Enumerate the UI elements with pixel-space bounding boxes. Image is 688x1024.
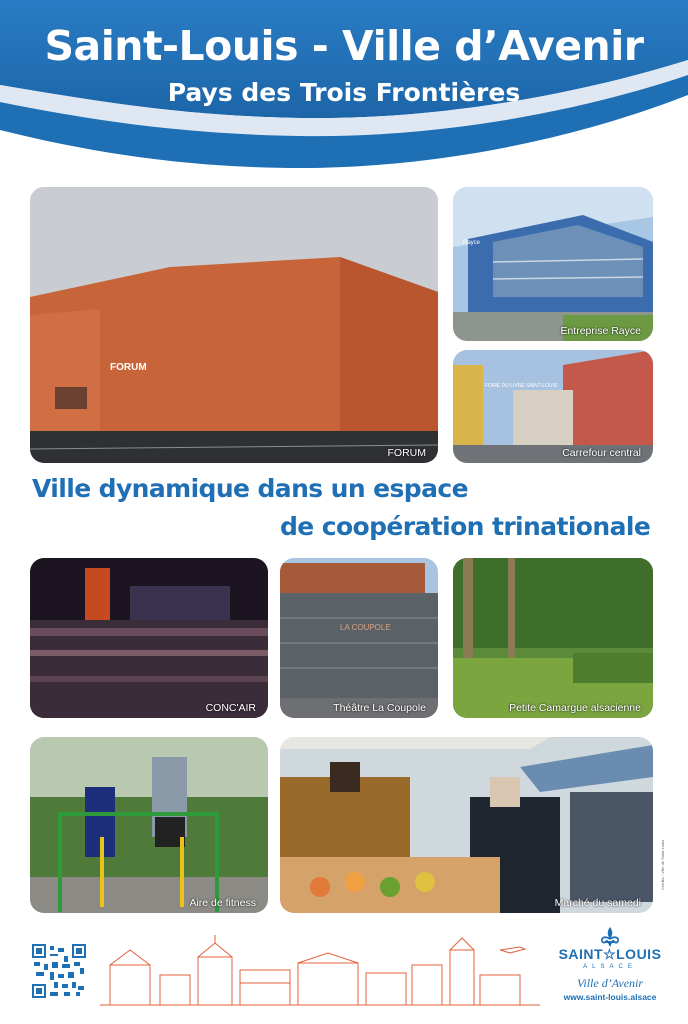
photo-concair <box>30 558 268 718</box>
logo-region: ALSACE <box>583 964 637 970</box>
photo-caption: FORUM <box>387 447 426 459</box>
photo-coupole <box>280 558 438 718</box>
photo-caption: CONC'AIR <box>205 702 256 714</box>
website-link[interactable]: www.saint-louis.alsace <box>563 992 657 1002</box>
photo-rayce <box>453 187 653 341</box>
photo-caption: Entreprise Rayce <box>560 325 641 337</box>
photo-camargue <box>453 558 653 718</box>
fitness-area-image <box>30 737 268 913</box>
photo-credit: Crédits : Ville de Saint-Louis <box>660 839 665 890</box>
logo-wordmark: SAINT☆LOUIS <box>558 946 662 962</box>
qr-code-icon[interactable] <box>32 944 86 998</box>
concert-crowd-image <box>30 558 268 718</box>
page-title: Saint-Louis - Ville d’Avenir <box>44 22 644 70</box>
photo-caption: Aire de fitness <box>189 897 256 909</box>
photo-forum <box>30 187 438 463</box>
photo-marche <box>280 737 653 913</box>
logo-tagline: Ville d’Avenir <box>576 976 644 990</box>
page-subtitle: Pays des Trois Frontières <box>167 78 521 107</box>
saint-louis-logo[interactable] <box>555 926 675 1016</box>
photo-caption: Petite Camargue alsacienne <box>509 702 641 714</box>
photo-caption: Marché du samedi <box>554 897 641 909</box>
rayce-building-image <box>453 187 653 341</box>
petite-camargue-image <box>453 558 653 718</box>
photo-carrefour <box>453 350 653 463</box>
photo-fitness <box>30 737 268 913</box>
slogan-line-2: de coopération trinationale <box>280 512 651 541</box>
coupole-sign: LA COUPOLE <box>340 623 391 632</box>
header-banner <box>0 0 688 175</box>
carrefour-sign: FOIRE DU LIVRE SAINT-LOUIS <box>485 383 558 389</box>
photo-caption: Carrefour central <box>562 447 641 459</box>
fleur-de-lis-icon <box>599 926 621 948</box>
city-skyline-illustration <box>100 935 540 1009</box>
slogan-line-1: Ville dynamique dans un espace <box>32 474 468 503</box>
forum-sign: FORUM <box>110 362 147 373</box>
photo-caption: Théâtre La Coupole <box>333 702 426 714</box>
market-image <box>280 737 653 913</box>
forum-building-image <box>30 187 438 463</box>
coupole-theatre-image <box>280 558 438 718</box>
rayce-sign: Rayce <box>463 240 481 246</box>
